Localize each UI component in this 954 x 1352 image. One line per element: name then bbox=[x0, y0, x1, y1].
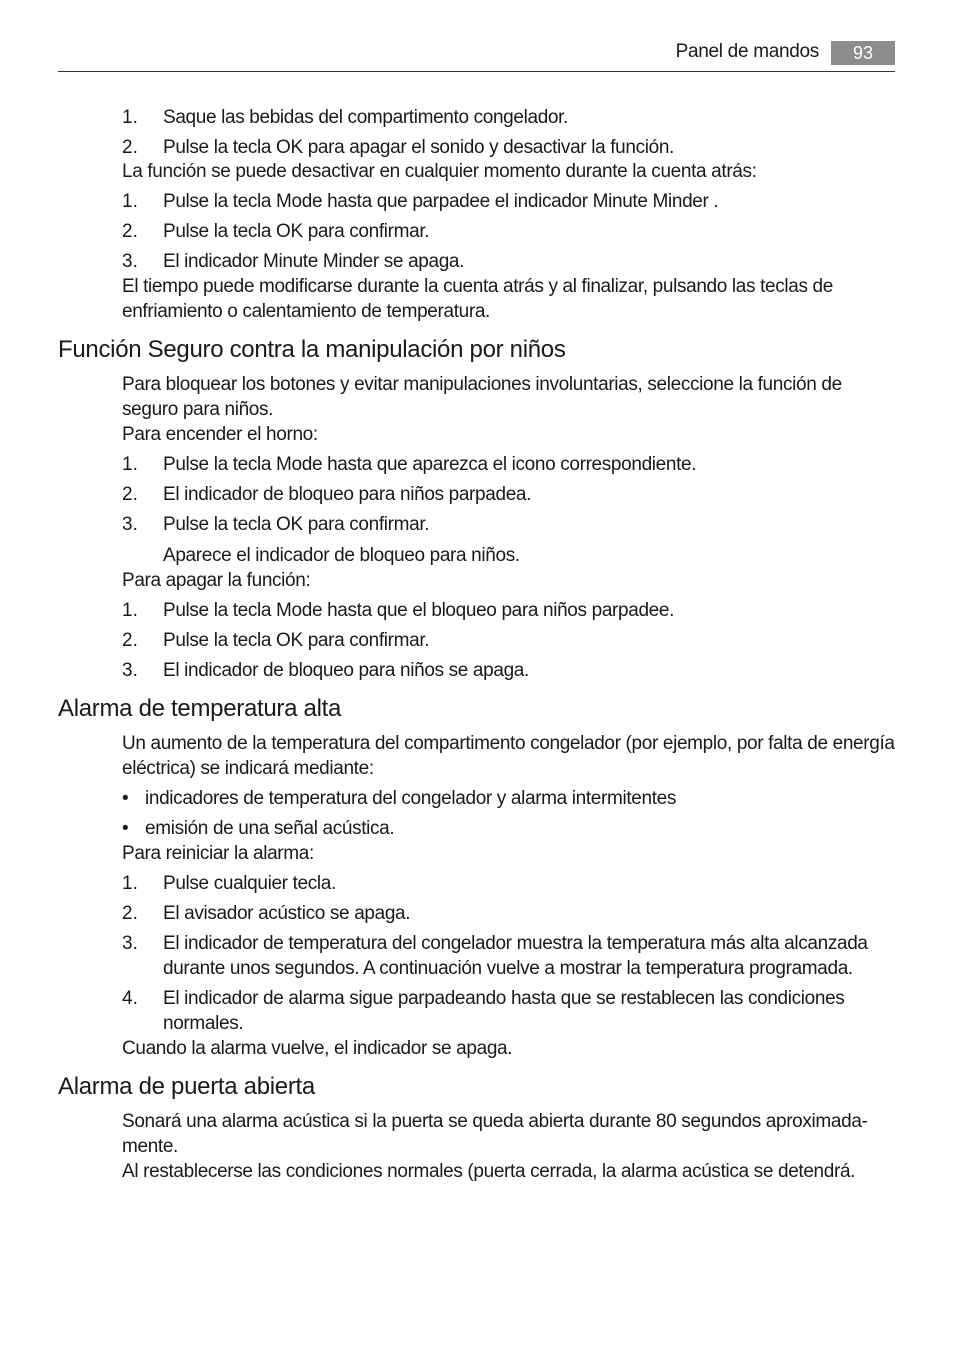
paragraph: El tiempo puede modificarse durante la cuenta atrás y al finalizar, pulsando las teclas de enfriamiento o calentamiento de temperatura. bbox=[122, 276, 833, 322]
list-number: 1. bbox=[122, 873, 138, 894]
page-number-badge: 93 bbox=[831, 41, 895, 65]
paragraph: Cuando la alarma vuelve, el indicador se apaga. bbox=[122, 1038, 513, 1059]
paragraph: Un aumento de la temperatura del compartimento congelador (por ejemplo, por falta de energía eléctrica) se indicará mediante: bbox=[122, 733, 895, 779]
list-number: 2. bbox=[122, 903, 138, 924]
list-item: Pulse la tecla Mode hasta que parpadee el indicador Minute Minder . bbox=[163, 191, 719, 212]
list-item: El avisador acústico se apaga. bbox=[163, 903, 411, 924]
list-item: Pulse la tecla OK para confirmar. bbox=[163, 221, 430, 242]
list-item: Pulse la tecla Mode hasta que el bloqueo para niños parpadee. bbox=[163, 600, 675, 621]
paragraph: Sonará una alarma acústica si la puerta se queda abierta durante 80 segundos aproximada-mente. bbox=[122, 1111, 868, 1157]
list-note: Aparece el indicador de bloqueo para niños. bbox=[163, 545, 520, 566]
paragraph: Al restablecerse las condiciones normales (puerta cerrada, la alarma acústica se detendrá. bbox=[122, 1161, 856, 1182]
bullet-icon: • bbox=[122, 788, 129, 809]
list-number: 2. bbox=[122, 137, 138, 158]
paragraph: Para encender el horno: bbox=[122, 424, 318, 445]
list-item: El indicador de alarma sigue parpadeando hasta que se restablecen las condiciones normales. bbox=[163, 988, 845, 1034]
list-number: 2. bbox=[122, 630, 138, 651]
list-number: 2. bbox=[122, 221, 138, 242]
paragraph: Para apagar la función: bbox=[122, 570, 311, 591]
list-number: 3. bbox=[122, 251, 138, 272]
paragraph: Para bloquear los botones y evitar manipulaciones involuntarias, seleccione la función de seguro para niños. bbox=[122, 374, 842, 420]
list-number: 1. bbox=[122, 107, 138, 128]
list-item: Pulse cualquier tecla. bbox=[163, 873, 336, 894]
list-number: 3. bbox=[122, 933, 138, 954]
list-item: El indicador de temperatura del congelador muestra la temperatura más alta alcanzada durante unos segundos. A continuación vuelve a mostrar la temperatura programada. bbox=[163, 933, 868, 979]
section-heading: Alarma de puerta abierta bbox=[58, 1073, 315, 1100]
list-number: 3. bbox=[122, 660, 138, 681]
section-heading: Alarma de temperatura alta bbox=[58, 695, 342, 722]
section-heading: Función Seguro contra la manipulación por niños bbox=[58, 336, 566, 363]
list-item: Pulse la tecla OK para confirmar. bbox=[163, 514, 430, 535]
bullet-icon: • bbox=[122, 818, 129, 839]
list-number: 1. bbox=[122, 454, 138, 475]
list-item: El indicador de bloqueo para niños parpadea. bbox=[163, 484, 532, 505]
header-title: Panel de mandos bbox=[675, 41, 819, 62]
list-item: Saque las bebidas del compartimento congelador. bbox=[163, 107, 568, 128]
bullet-item: emisión de una señal acústica. bbox=[145, 818, 395, 839]
list-item: El indicador Minute Minder se apaga. bbox=[163, 251, 465, 272]
list-item: Pulse la tecla OK para apagar el sonido y desactivar la función. bbox=[163, 137, 674, 158]
bullet-item: indicadores de temperatura del congelador y alarma intermitentes bbox=[145, 788, 677, 809]
list-number: 1. bbox=[122, 600, 138, 621]
list-item: Pulse la tecla Mode hasta que aparezca el icono correspondiente. bbox=[163, 454, 697, 475]
paragraph: Para reiniciar la alarma: bbox=[122, 843, 314, 864]
page-header bbox=[58, 38, 895, 72]
list-item: Pulse la tecla OK para confirmar. bbox=[163, 630, 430, 651]
list-number: 4. bbox=[122, 988, 138, 1009]
paragraph: La función se puede desactivar en cualquier momento durante la cuenta atrás: bbox=[122, 161, 757, 182]
list-number: 2. bbox=[122, 484, 138, 505]
list-number: 1. bbox=[122, 191, 138, 212]
list-number: 3. bbox=[122, 514, 138, 535]
list-item: El indicador de bloqueo para niños se apaga. bbox=[163, 660, 529, 681]
